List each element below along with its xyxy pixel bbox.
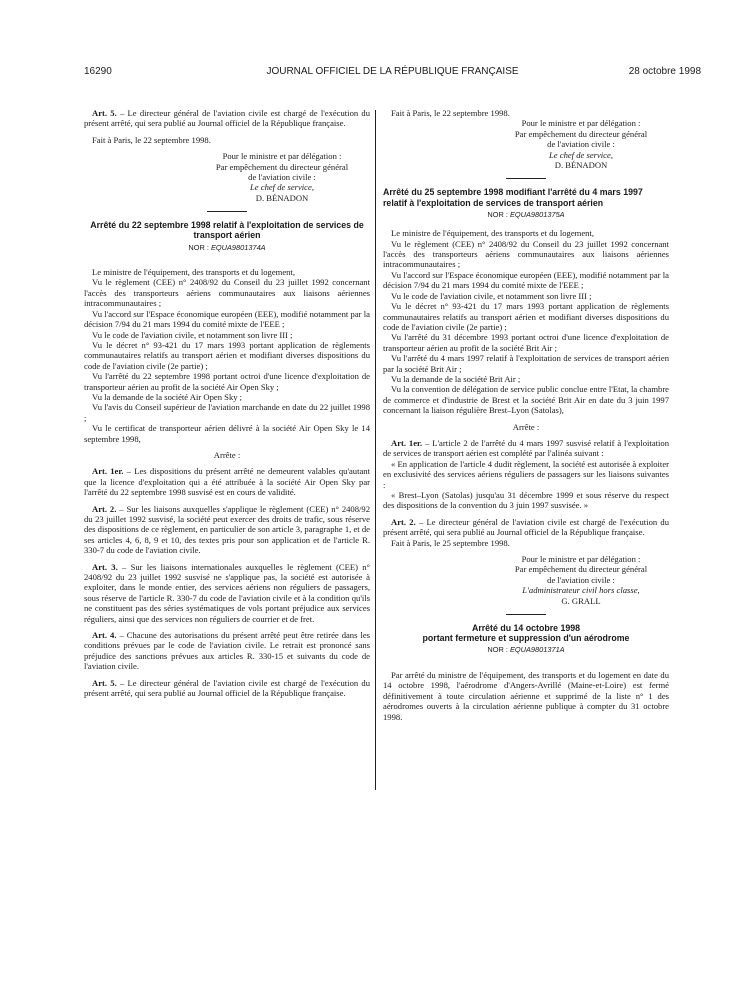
left-column	[84, 108, 370, 699]
nor-reference: NOR : EQUA9801371A	[487, 645, 565, 655]
right-column	[383, 108, 669, 722]
decree-title: Arrêté du 22 septembre 1998 relatif à l'exploitation de services de transport aérien	[90, 220, 364, 241]
preamble-line: Vu l'avis du Conseil supérieur de l'aviation marchande en date du 22 juillet 1998 ;	[84, 402, 370, 423]
decree-subtitle: portant fermeture et suppression d'un aérodrome	[422, 633, 630, 644]
article-label: Art. 5.	[92, 108, 117, 118]
preamble-line: Vu le décret n° 93-421 du 17 mars 1993 portant application de règlements communautaires relatifs au transport aérien et modifiant diverses dispositions du code de l'aviation civile (2e partie) ;	[84, 339, 370, 371]
preamble-line: Vu la convention de délégation de service public conclue entre l'Etat, la chambre de commerce et d'industrie de Brest et la société Brit Air en date du 3 juin 1997 concernant la liaison régulière Brest–Lyon (Satolas),	[383, 384, 669, 416]
fait-line: Fait à Paris, le 22 septembre 1998.	[391, 108, 510, 118]
quoted-paragraph: « En application de l'article 4 dudit règlement, la société est autorisée à exploiter en exclusivité des services aériens réguliers de passagers sur les liaisons suivantes :	[383, 458, 669, 490]
decree-title: Arrêté du 25 septembre 1998 modifiant l'arrêté du 4 mars 1997 relatif à l'exploitation de services de transport aérien	[383, 187, 643, 208]
article-paragraph: Art. 2. – Le directeur général de l'aviation civile est chargé de l'exécution du présent arrêté, qui sera publié au Journal officiel de la République française.	[383, 516, 670, 538]
fait-line: Fait à Paris, le 25 septembre 1998.	[391, 537, 510, 548]
preamble-line: Vu la demande de la société Brit Air ;	[391, 373, 521, 384]
nor-reference: NOR : EQUA9801375A	[487, 209, 565, 219]
page-header	[84, 64, 701, 78]
nor-reference: NOR : EQUA9801374A	[188, 242, 266, 252]
journal-title: JOURNAL OFFICIEL DE LA RÉPUBLIQUE FRANÇAISE	[266, 65, 519, 77]
preamble-line: Vu le certificat de transporteur aérien délivré à la société Air Open Sky le 14 septembre 1998,	[84, 423, 370, 444]
column-divider	[375, 110, 376, 790]
separator	[506, 614, 546, 615]
page-number: 16290	[84, 65, 112, 77]
preamble-line: Vu la demande de la société Air Open Sky ;	[92, 391, 243, 402]
preamble-line: Vu le décret n° 93-421 du 17 mars 1993 portant application de règlements communautaires relatifs au transport aérien et modifiant diverses dispositions du code de l'aviation civile (2e partie) ;	[383, 301, 669, 332]
signature-block: Pour le ministre et par délégation : Par empêchement du directeur général de l'aviation civile : L'administrateur civil hors classe, G. GRALL	[514, 554, 648, 606]
preamble-line: Vu l'accord sur l'Espace économique européen (EEE), modifié notamment par la décision 7/94 du 21 mars 1994 du comité mixte de l'EEE ;	[383, 269, 669, 291]
preamble-line: Vu l'arrêté du 22 septembre 1998 portant octroi d'une licence d'exploitation de transporteur aérien au profit de la société Air Open Sky ;	[84, 371, 370, 392]
article-paragraph: Art. 5. – Le directeur général de l'aviation civile est chargé de l'exécution du présent arrêté, qui sera publié au Journal officiel de la République française.	[84, 108, 371, 129]
arrete-label: Arrête :	[213, 449, 241, 460]
preamble-line: Le ministre de l'équipement, des transports et du logement,	[391, 228, 594, 239]
preamble-line: Vu le code de l'aviation civile, et notamment son livre III ;	[391, 290, 592, 301]
preamble-line: Vu le code de l'aviation civile, et notamment son livre III ;	[92, 329, 293, 340]
signature-block: Pour le ministre et par délégation : Par empêchement du directeur général de l'aviation civile : Le chef de service, D. BÉNADON	[514, 118, 648, 171]
fait-line: Fait à Paris, le 22 septembre 1998.	[92, 134, 211, 145]
preamble-line: Vu l'arrêté du 31 décembre 1993 portant octroi d'une licence d'exploitation de transporteur aérien au profit de la société Brit Air ;	[383, 332, 669, 353]
separator	[506, 178, 546, 179]
preamble-line: Vu l'arrêté du 4 mars 1997 relatif à l'exploitation de services de transport aérien par la société Brit Air ;	[383, 353, 669, 374]
arrete-label: Arrête :	[512, 421, 540, 432]
preamble-line: Le ministre de l'équipement, des transports et du logement,	[92, 267, 295, 278]
article-paragraph: Art. 1er. – Les dispositions du présent arrêté ne demeurent valables qu'autant que la licence d'exploitation qui a été attribuée à la société Air Open Sky par l'arrêté du 22 septembre 1998 susvisé est en cours de validité.	[84, 466, 370, 498]
article-paragraph: Art. 2. – Sur les liaisons auxquelles s'applique le règlement (CEE) n° 2408/92 du 23 juillet 1992 susvisé, la société peut exercer des droits de trafic, sous réserve des dispositions de ce règlement, en particulier de son article 3, paragraphe 1, et de ses articles 4, 6, 8, 9 et 10, des textes pris pour son application et de l'article R. 330-7 du code de l'aviation civile.	[84, 503, 371, 556]
article-paragraph: Art. 4. – Chacune des autorisations du présent arrêté peut être retirée dans les conditions prévues par le code de l'aviation civile. Le retrait est prononcé sans préjudice des sanctions prévues aux articles R. 330-15 et suivants du code de l'aviation civile.	[84, 630, 370, 672]
decree-title: Arrêté du 14 octobre 1998	[471, 623, 581, 634]
quoted-paragraph: « Brest–Lyon (Satolas) jusqu'au 31 décembre 1999 et sous réserve du respect des dispositions de la convention du 3 juin 1997 susvisée. »	[383, 490, 669, 511]
preamble-line: Vu l'accord sur l'Espace économique européen (EEE), modifié notamment par la décision 7/94 du 21 mars 1994 du comité mixte de l'EEE ;	[84, 308, 370, 330]
article-paragraph: Art. 5. – Le directeur général de l'aviation civile est chargé de l'exécution du présent arrêté, qui sera publié au Journal officiel de la République française.	[84, 677, 371, 699]
article-paragraph: Art. 3. – Sur les liaisons internationales auxquelles le règlement (CEE) n° 2408/92 du 23 juillet 1992 susvisé ne s'applique pas, la société est autorisée à exploiter, dans le monde entier, des services aériens non réguliers de passagers, sous réserve de l'article R. 330-7 du code de l'aviation civile et à la condition qu'ils ne constituent pas des séries systématiques de vols portant préjudice aux services réguliers, ainsi que des services non réguliers de courrier et de fret.	[84, 561, 370, 624]
decree-body: Par arrêté du ministre de l'équipement, des transports et du logement en date du 14 octobre 1998, l'aérodrome d'Angers-Avrillé (Maine-et-Loire) est fermé définitivement à toute circulation aérienne et supprimé de la liste n° 1 des aérodromes ouverts à la circulation aérienne publique à compter du 31 octobre 1998.	[383, 669, 669, 722]
article-paragraph: Art. 1er. – L'article 2 de l'arrêté du 4 mars 1997 susvisé relatif à l'exploitation de services de transport aérien est complété par l'alinéa suivant :	[383, 437, 669, 459]
signature-block: Pour le ministre et par délégation : Par empêchement du directeur général de l'aviation civile : Le chef de service, D. BÉNADON	[215, 151, 349, 203]
preamble-line: Vu le règlement (CEE) n° 2408/92 du Conseil du 23 juillet 1992 concernant l'accès des transporteurs aériens communautaires aux liaisons aériennes intracommunautaires ;	[84, 277, 370, 309]
preamble-line: Vu le règlement (CEE) n° 2408/92 du Conseil du 23 juillet 1992 concernant l'accès des transporteurs aériens communautaires aux liaisons aériennes intracommunautaires ;	[383, 238, 669, 270]
issue-date: 28 octobre 1998	[628, 65, 701, 77]
separator	[207, 211, 247, 212]
